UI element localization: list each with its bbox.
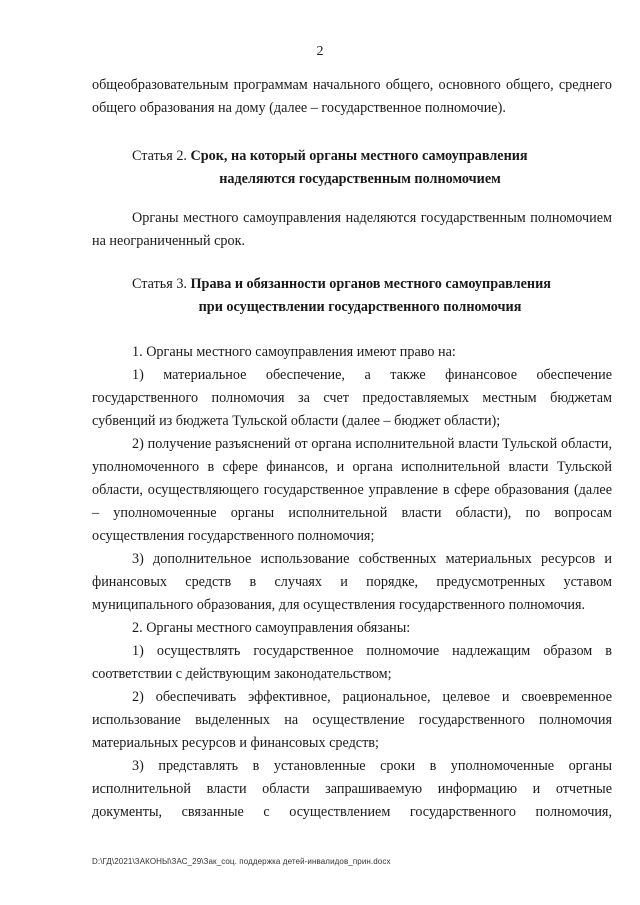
clause-2-item-1: 1) осуществлять государственное полномочие надлежащим образом в соответствии с действующим законодательством; [92, 643, 612, 682]
article-2-paragraph: Органы местного самоуправления наделяются государственным полномочием на неограниченный срок. [92, 210, 612, 249]
intro-text: общеобразовательным программам начального общего, основного общего, среднего общего образования на дому (далее – государственное полномочие). [92, 77, 612, 116]
file-path-footer: D:\ГД\2021\ЗАКОНЫ\ЗАС_29\Зак_соц. поддержка детей-инвалидов_прин.docx [92, 857, 391, 866]
clause-2-item-3: 3) представлять в установленные сроки в уполномоченные органы исполнительной власти области запрашиваемую информацию и отчетные документы, связанные с осуществлением государственного полномочия, [92, 758, 612, 820]
article-2-title-line2: наделяются государственным полномочием [219, 171, 501, 187]
article-2-heading [92, 145, 612, 191]
page-number: 2 [316, 44, 324, 59]
clause-1-item-1: 1) материальное обеспечение, а также финансовое обеспечение государственного полномочия за счет предоставляемых местным бюджетам субвенций из бюджета Тульской области (далее – бюджет области); [92, 367, 612, 429]
article-2-label: Статья 2. [132, 148, 187, 164]
clause-1-item-2: 2) получение разъяснений от органа исполнительной власти Тульской области, уполномоченного в сфере финансов, и органа исполнительной власти Тульской области, осуществляющего государственное управление в сфере образования (далее – уполномоченные органы исполнительной власти области), по вопросам осуществления государственного полномочия; [92, 436, 612, 544]
article-2-title-line1: Срок, на который органы местного самоуправления [190, 148, 528, 164]
article-3-body [92, 341, 612, 824]
article-3-title-line1: Права и обязанности органов местного самоуправления [190, 276, 551, 292]
clause-2-item-2: 2) обеспечивать эффективное, рациональное, целевое и своевременное использование выделенных на осуществление государственного полномочия материальных ресурсов и финансовых средств; [92, 689, 612, 751]
clause-1-item-3: 3) дополнительное использование собственных материальных ресурсов и финансовых средств в случаях и порядке, предусмотренных уставом муниципального образования, для осуществления государственного полномочия. [92, 551, 612, 613]
article-2-text [92, 207, 612, 253]
clause-1: 1. Органы местного самоуправления имеют право на: [132, 344, 456, 360]
article-3-title-line2: при осуществлении государственного полномочия [198, 299, 522, 315]
intro-paragraph [92, 74, 612, 120]
article-3-label: Статья 3. [132, 276, 187, 292]
clause-2: 2. Органы местного самоуправления обязаны: [132, 620, 411, 636]
article-3-heading [92, 273, 612, 319]
